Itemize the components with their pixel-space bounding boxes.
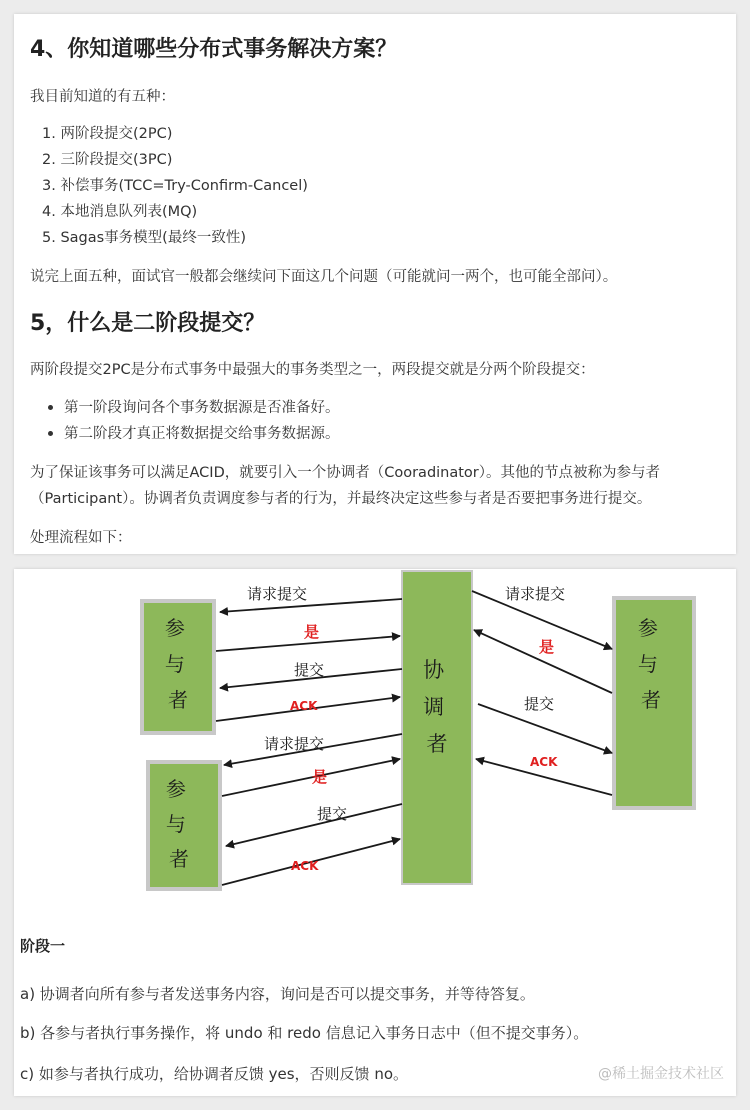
- bullet-item: 第二阶段才真正将数据提交给事务数据源。: [64, 426, 340, 442]
- bullet-dot: [48, 431, 53, 436]
- list-item: 4. 本地消息队列表(MQ): [42, 204, 198, 220]
- section5-heading: 5，什么是二阶段提交？: [30, 311, 266, 336]
- article-card-top: [14, 14, 736, 554]
- label-ack: ACK: [290, 699, 318, 713]
- participant-text-top-left: 参 与 者: [164, 616, 188, 712]
- list-item: 1. 两阶段提交(2PC): [42, 126, 173, 142]
- stage-line: c) 如参与者执行成功，给协调者反馈 yes，否则反馈 no。: [20, 1065, 409, 1083]
- arrow-yes-2: [222, 759, 400, 796]
- label-request-commit: 请求提交: [264, 735, 325, 753]
- label-request-commit: 请求提交: [505, 585, 566, 603]
- list-item: 3. 补偿事务(TCC=Try-Confirm-Cancel): [42, 178, 308, 194]
- section4-intro: 我目前知道的有五种：: [30, 89, 175, 105]
- participant-text-right: 参 与 者: [637, 616, 661, 712]
- watermark: @稀土掘金技术社区: [598, 1066, 724, 1082]
- two-phase-commit-diagram: [117, 569, 717, 921]
- label-request-commit: 请求提交: [247, 585, 308, 603]
- stage-line: b) 各参与者执行事务操作，将 undo 和 redo 信息记入事务日志中（但不提交事务）。: [20, 1024, 589, 1042]
- section4-heading: 4、你知道哪些分布式事务解决方案？: [30, 37, 398, 62]
- stage-line: a) 协调者向所有参与者发送事务内容，询问是否可以提交事务，并等待答复。: [20, 985, 535, 1003]
- stage-title: 阶段一: [20, 937, 66, 955]
- section5-para-line2: （Participant）。协调者负责调度参与者的行为，并最终决定这些参与者是否要把事务进行提交。: [30, 491, 652, 507]
- label-commit: 提交: [524, 695, 555, 713]
- bullet-dot: [48, 405, 53, 410]
- arrow-commit-2: [226, 804, 402, 846]
- article-card-diagram: [14, 569, 736, 1096]
- participant-text-bottom-left: 参 与 者: [165, 777, 189, 871]
- coordinator-box: [402, 571, 472, 884]
- label-yes: 是: [539, 638, 555, 656]
- section5-intro: 两阶段提交2PC是分布式事务中最强大的事务类型之一，两段提交就是分两个阶段提交：: [30, 362, 595, 378]
- bullet-item: 第一阶段询问各个事务数据源是否准备好。: [64, 400, 340, 416]
- label-commit: 提交: [317, 805, 348, 823]
- label-ack: ACK: [291, 859, 319, 873]
- section5-para-line1: 为了保证该事务可以满足ACID，就要引入一个协调者（Cooradinator）。其他的节点被称为参与者: [30, 465, 661, 481]
- label-yes: 是: [312, 768, 328, 786]
- section5-process: 处理流程如下：: [30, 530, 132, 546]
- coordinator-text: 协 调 者: [423, 658, 448, 756]
- label-yes: 是: [304, 623, 320, 641]
- label-ack: ACK: [530, 755, 558, 769]
- list-item: 5. Sagas事务模型(最终一致性): [42, 230, 246, 246]
- section4-after: 说完上面五种，面试官一般都会继续问下面这几个问题（可能就问一两个，也可能全部问）。: [30, 269, 618, 285]
- list-item: 2. 三阶段提交(3PC): [42, 152, 173, 168]
- label-commit: 提交: [294, 661, 325, 679]
